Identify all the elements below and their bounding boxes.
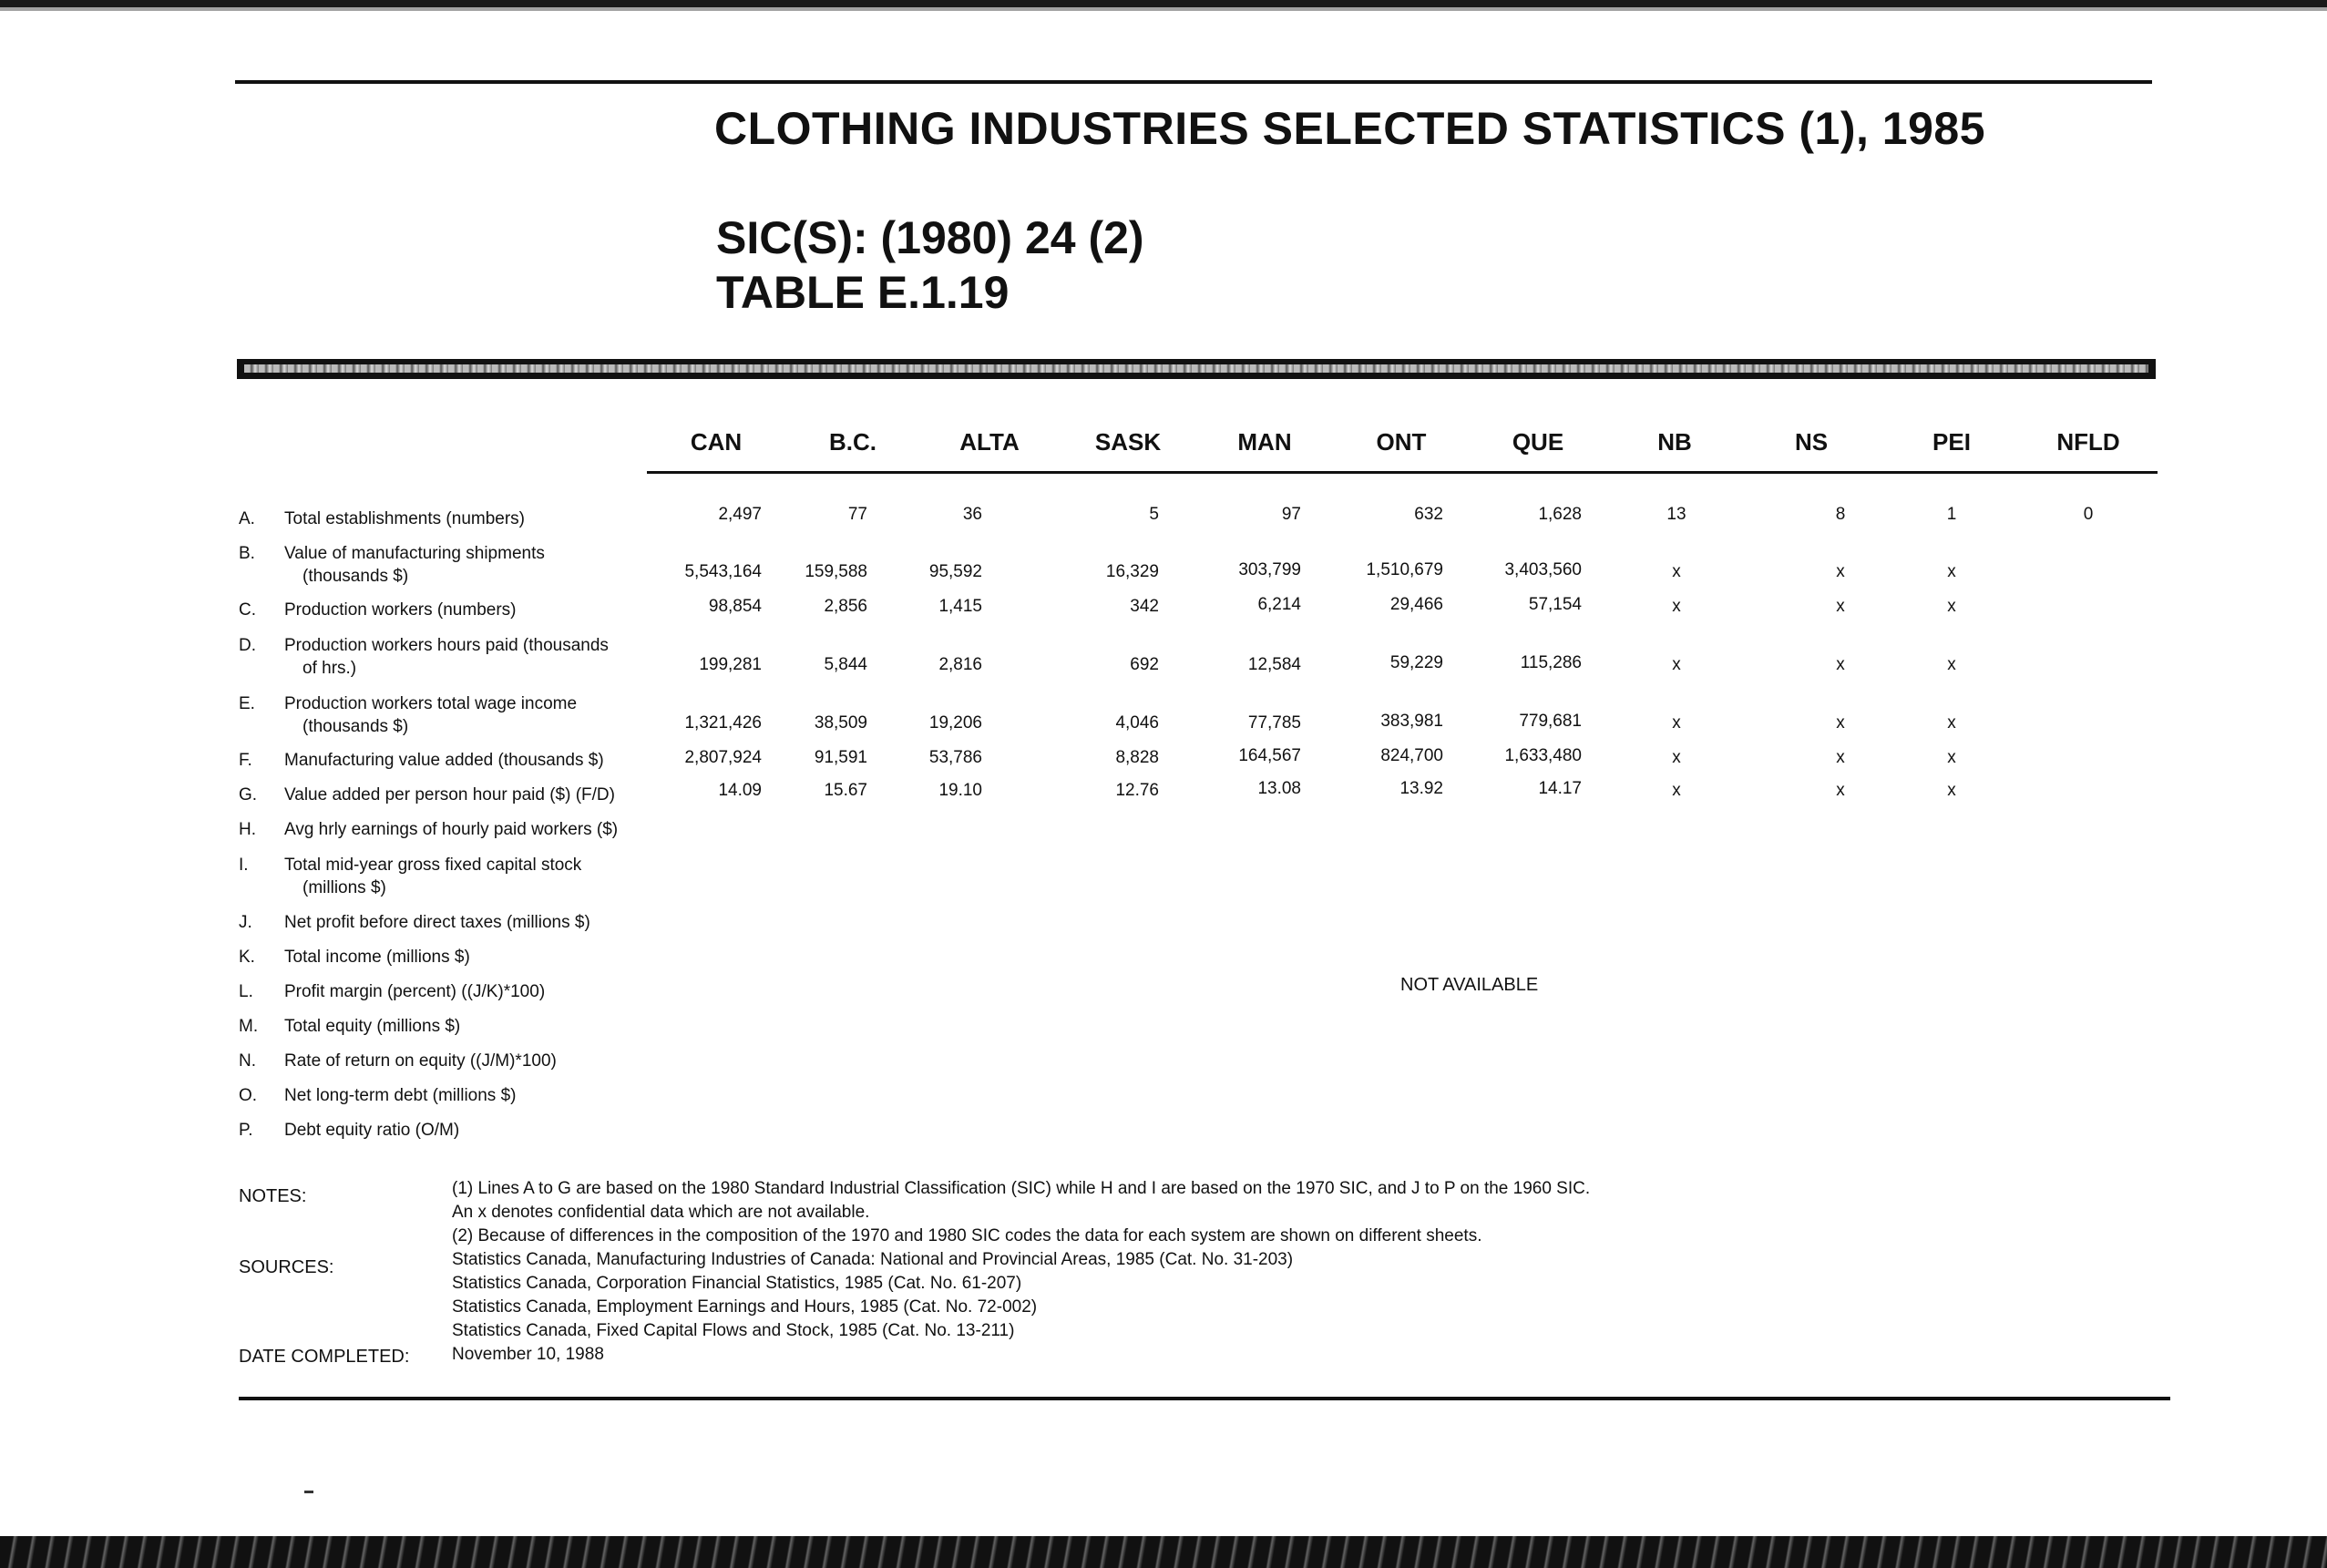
scan-speck	[304, 1491, 313, 1493]
date-completed-value: November 10, 1988	[452, 1345, 604, 1364]
table-cell: 57,154	[1528, 595, 1582, 614]
row-letter: C.	[239, 600, 256, 620]
col-header-sask: SASK	[1094, 428, 1162, 456]
not-available-note: NOT AVAILABLE	[1400, 975, 1539, 995]
col-header-alta: ALTA	[959, 428, 1020, 456]
row-letter: I.	[239, 856, 249, 875]
row-letter: K.	[239, 948, 255, 967]
row-label-text: Debt equity ratio (O/M)	[284, 1121, 460, 1140]
row-label-continuation: of hrs.)	[302, 659, 357, 678]
table-cell: 1,510,679	[1366, 560, 1443, 579]
row-label	[284, 854, 667, 899]
table-cell: 115,286	[1520, 653, 1582, 672]
row-label-text: Rate of return on equity ((J/M)*100)	[284, 1051, 557, 1071]
table-cell: 77	[847, 505, 867, 524]
table-cell: 19.10	[938, 781, 982, 800]
table-cell: x	[1672, 748, 1681, 767]
table-cell: x	[1947, 713, 1956, 733]
table-cell: 15.67	[824, 781, 867, 800]
row-label-text: Value of manufacturing shipments	[284, 544, 545, 563]
table-cell: 8	[1835, 505, 1846, 524]
row-label-text: Production workers total wage income	[284, 694, 578, 713]
row-label-text: Total equity (millions $)	[284, 1017, 461, 1036]
table-cell: x	[1672, 655, 1681, 674]
source-line: Statistics Canada, Manufacturing Industries of Canada: National and Provincial Areas, 1985 (Cat. No. 31-203)	[452, 1250, 1294, 1269]
table-cell: 1,321,426	[684, 713, 762, 733]
table-cell: 342	[1130, 597, 1159, 616]
col-header-pei: PEI	[1932, 428, 1971, 456]
table-cell: 13.92	[1399, 779, 1443, 798]
table-cell: 2,856	[824, 597, 867, 616]
table-cell: 98,854	[708, 597, 762, 616]
row-letter: O.	[239, 1086, 258, 1105]
table-cell: 779,681	[1519, 712, 1582, 731]
table-cell: 16,329	[1105, 562, 1159, 581]
table-cell: 12,584	[1247, 655, 1301, 674]
table-cell: x	[1672, 713, 1681, 733]
table-cell: 13	[1666, 505, 1686, 524]
row-label	[284, 818, 667, 841]
row-letter: P.	[239, 1121, 253, 1140]
table-cell: 159,588	[805, 562, 867, 581]
row-label-text: Net long-term debt (millions $)	[284, 1086, 517, 1105]
table-cell: 824,700	[1380, 746, 1443, 765]
column-header-rule	[647, 471, 2158, 474]
table-cell: 12.76	[1115, 781, 1159, 800]
table-cell: 38,509	[814, 713, 867, 733]
row-letter: B.	[239, 544, 255, 563]
note-line: An x denotes confidential data which are not available.	[452, 1203, 870, 1222]
row-letter: N.	[239, 1051, 256, 1071]
table-cell: 5,844	[824, 655, 867, 674]
table-cell: x	[1836, 713, 1845, 733]
header-band	[237, 359, 2156, 379]
table-cell: 2,807,924	[684, 748, 762, 767]
row-label-text: Total establishments (numbers)	[284, 509, 525, 528]
row-label-continuation: (thousands $)	[302, 717, 409, 736]
page-title: CLOTHING INDUSTRIES SELECTED STATISTICS (1), 1985	[714, 103, 1986, 154]
col-header-ont: ONT	[1376, 428, 1427, 456]
table-cell: x	[1836, 781, 1845, 800]
row-label-text: Value added per person hour paid ($) (F/D)	[284, 785, 615, 804]
table-cell: 5,543,164	[684, 562, 762, 581]
table-cell: 4,046	[1115, 713, 1159, 733]
row-label-text: Total mid-year gross fixed capital stock	[284, 856, 582, 875]
row-label-continuation: (millions $)	[302, 878, 386, 897]
row-label	[284, 911, 667, 934]
row-label	[284, 542, 667, 588]
table-cell: 13.08	[1257, 779, 1301, 798]
note-line: (2) Because of differences in the composition of the 1970 and 1980 SIC codes the data for each system are shown on different sheets.	[452, 1226, 1482, 1245]
row-label-text: Production workers hours paid (thousands	[284, 636, 609, 655]
source-line: Statistics Canada, Corporation Financial Statistics, 1985 (Cat. No. 61-207)	[452, 1274, 1022, 1293]
col-header-nb: NB	[1657, 428, 1692, 456]
row-label-text: Production workers (numbers)	[284, 600, 517, 620]
col-header-man: MAN	[1237, 428, 1292, 456]
row-label	[284, 692, 667, 738]
row-label	[284, 946, 667, 968]
row-letter: A.	[239, 509, 255, 528]
table-cell: x	[1836, 597, 1845, 616]
row-label	[284, 1119, 667, 1142]
table-cell: 8,828	[1115, 748, 1159, 767]
row-label-text: Net profit before direct taxes (millions $)	[284, 913, 590, 932]
row-label-text: Avg hrly earnings of hourly paid workers ($)	[284, 820, 619, 839]
row-label-text: Manufacturing value added (thousands $)	[284, 751, 604, 770]
table-cell: 59,229	[1389, 653, 1443, 672]
row-label	[284, 599, 667, 621]
row-label	[284, 980, 667, 1003]
top-rule	[235, 80, 2152, 84]
row-label	[284, 749, 667, 772]
table-cell: 6,214	[1257, 595, 1301, 614]
row-letter: E.	[239, 694, 255, 713]
table-cell: 1,633,480	[1504, 746, 1582, 765]
row-letter: F.	[239, 751, 252, 770]
col-header-can: CAN	[690, 428, 743, 456]
row-letter: M.	[239, 1017, 259, 1036]
table-cell: 19,206	[928, 713, 982, 733]
table-cell: x	[1836, 562, 1845, 581]
table-cell: 2,497	[718, 505, 762, 524]
table-cell: 199,281	[699, 655, 762, 674]
scan-edge-bottom	[0, 1536, 2327, 1568]
table-cell: 303,799	[1238, 560, 1301, 579]
row-label-text: Profit margin (percent) ((J/K)*100)	[284, 982, 546, 1001]
table-cell: x	[1836, 748, 1845, 767]
source-line: Statistics Canada, Fixed Capital Flows and Stock, 1985 (Cat. No. 13-211)	[452, 1321, 1015, 1340]
table-cell: 692	[1130, 655, 1159, 674]
table-cell: 77,785	[1247, 713, 1301, 733]
sources-label: SOURCES:	[239, 1257, 334, 1277]
table-identifier: TABLE E.1.19	[716, 267, 1010, 318]
scan-edge-top	[0, 0, 2327, 11]
col-header-nfld: NFLD	[2056, 428, 2120, 456]
row-letter: D.	[239, 636, 256, 655]
table-cell: x	[1947, 781, 1956, 800]
table-cell: 1,628	[1538, 505, 1582, 524]
row-label	[284, 784, 667, 806]
table-cell: x	[1947, 562, 1956, 581]
row-label	[284, 507, 667, 530]
row-label	[284, 634, 667, 680]
table-cell: 3,403,560	[1504, 560, 1582, 579]
table-cell: x	[1947, 597, 1956, 616]
table-cell: x	[1672, 781, 1681, 800]
notes-label: NOTES:	[239, 1186, 307, 1206]
row-letter: H.	[239, 820, 256, 839]
table-cell: 1,415	[938, 597, 982, 616]
table-cell: x	[1947, 655, 1956, 674]
col-header-que: QUE	[1512, 428, 1564, 456]
table-cell: 2,816	[938, 655, 982, 674]
table-cell: x	[1947, 748, 1956, 767]
date-completed-label: DATE COMPLETED:	[239, 1347, 410, 1367]
table-cell: 91,591	[814, 748, 867, 767]
sic-subtitle: SIC(S): (1980) 24 (2)	[716, 212, 1144, 263]
table-cell: 164,567	[1238, 746, 1301, 765]
table-cell: x	[1836, 655, 1845, 674]
col-header-ns: NS	[1794, 428, 1829, 456]
source-line: Statistics Canada, Employment Earnings and Hours, 1985 (Cat. No. 72-002)	[452, 1297, 1038, 1317]
table-cell: 14.09	[718, 781, 762, 800]
table-cell: 14.17	[1538, 779, 1582, 798]
row-letter: G.	[239, 785, 258, 804]
table-cell: 383,981	[1380, 712, 1443, 731]
note-line: (1) Lines A to G are based on the 1980 Standard Industrial Classification (SIC) while H and I are based on the 1970 SIC, and J to P on the 1960 SIC.	[452, 1179, 1591, 1198]
table-cell: 1	[1946, 505, 1957, 524]
table-cell: 29,466	[1389, 595, 1443, 614]
table-cell: 97	[1281, 505, 1301, 524]
table-cell: 36	[962, 505, 982, 524]
row-label	[284, 1084, 667, 1107]
table-cell: 632	[1414, 505, 1443, 524]
table-cell: 53,786	[928, 748, 982, 767]
bottom-rule	[239, 1397, 2170, 1400]
row-letter: L.	[239, 982, 253, 1001]
row-label-text: Total income (millions $)	[284, 948, 470, 967]
col-header-bc: B.C.	[829, 428, 876, 456]
row-label	[284, 1050, 667, 1072]
table-cell: 0	[2083, 505, 2094, 524]
table-cell: 95,592	[928, 562, 982, 581]
row-label-continuation: (thousands $)	[302, 567, 409, 586]
table-cell: x	[1672, 597, 1681, 616]
row-label	[284, 1015, 667, 1038]
row-letter: J.	[239, 913, 252, 932]
table-cell: x	[1672, 562, 1681, 581]
table-cell: 5	[1149, 505, 1159, 524]
